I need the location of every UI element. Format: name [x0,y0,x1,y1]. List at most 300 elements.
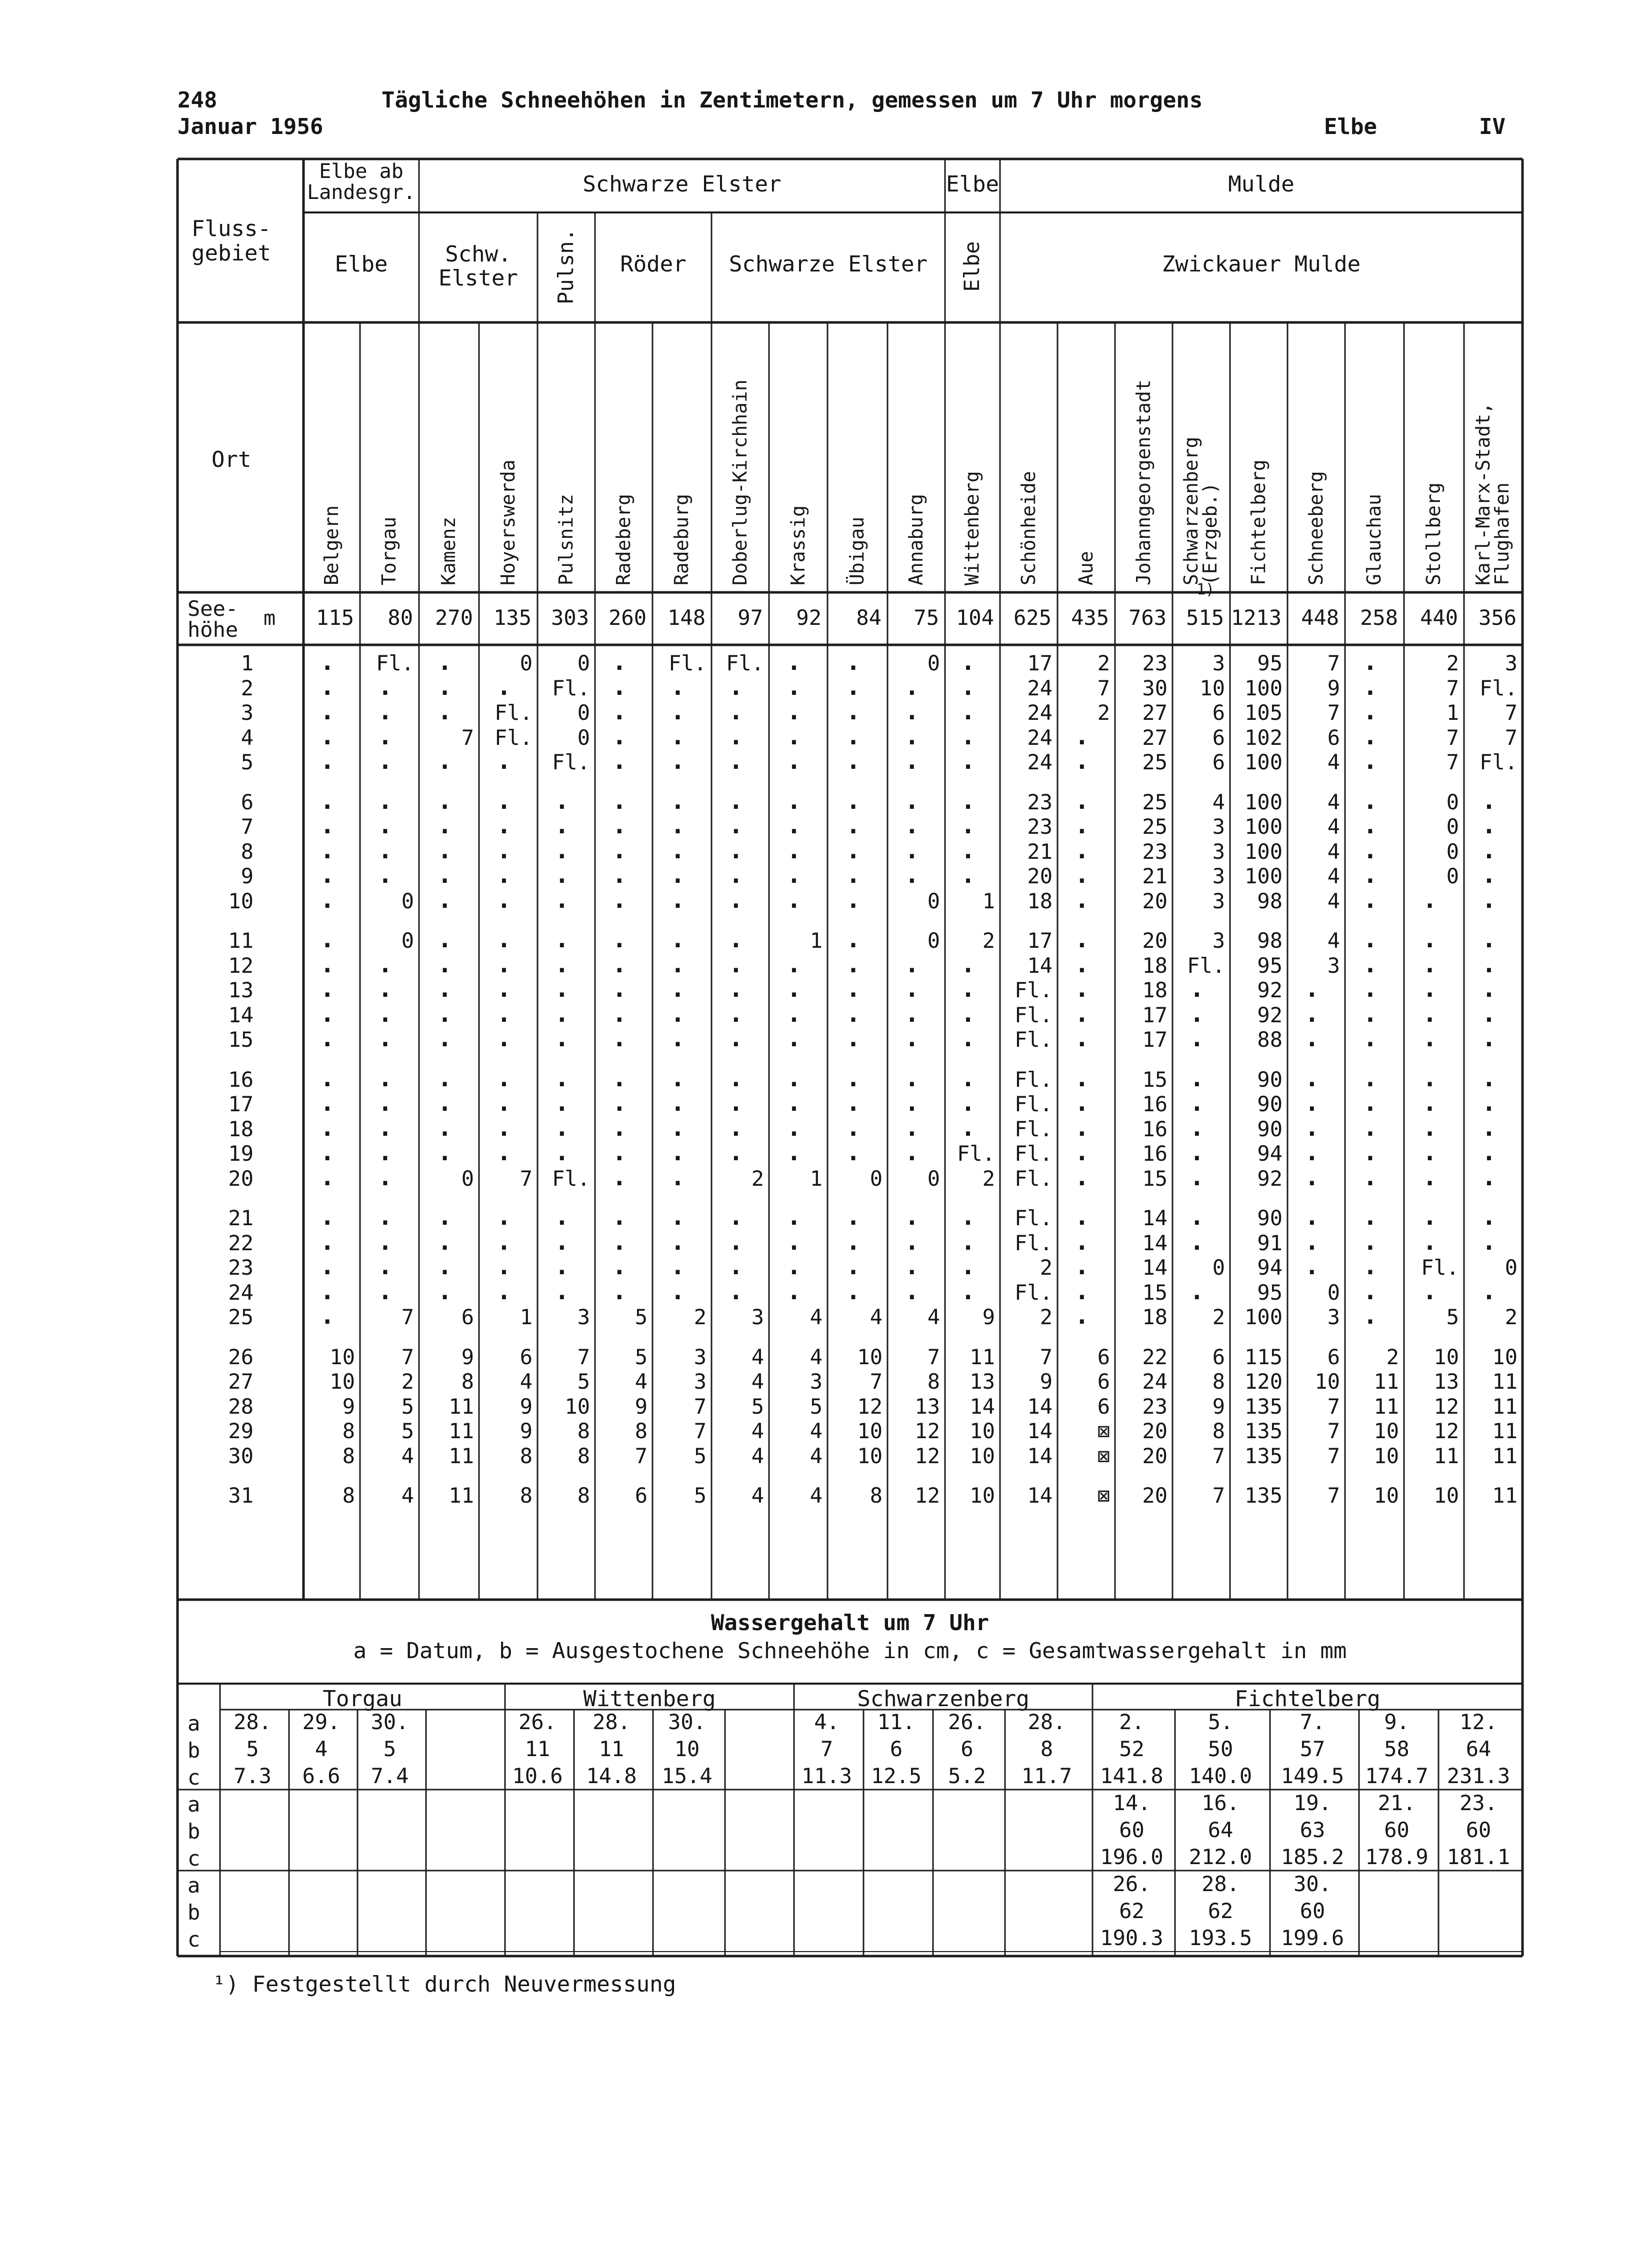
cell-day4-col14: 27 [1142,725,1168,750]
cell-day11-col0: . [320,925,335,953]
cell-day27-col9: 7 [870,1369,882,1394]
cell-day14-col2: . [438,999,452,1028]
cell-day7-col0: . [320,811,335,839]
cell-day19-col15: . [1190,1138,1204,1166]
cell-day26-col16: 115 [1244,1344,1282,1369]
cell-day21-col14: 14 [1142,1206,1168,1230]
day-label-30: 30 [228,1443,254,1468]
cell-day24-col17: 0 [1327,1280,1340,1305]
cell-day18-col1: . [378,1113,392,1142]
cell-day28-col3: 9 [520,1394,532,1419]
cell-day29-col8: 4 [810,1419,822,1443]
cell-day13-col3: . [496,975,512,1003]
cell-day12-col6: . [670,950,685,978]
cell-day22-col3: . [496,1227,512,1256]
cell-day23-col14: 14 [1142,1255,1168,1280]
water-legend: a = Datum, b = Ausgestochene Schneehöhe in cm, c = Gesamtwassergehalt in mm [353,1638,1347,1664]
cell-day20-col3: 7 [520,1166,532,1191]
cell-day15-col7: . [728,1024,744,1052]
cell-day27-col20: 11 [1492,1369,1518,1394]
cell-day10-col11: 1 [982,888,995,913]
cell-day30-col1: 4 [401,1443,414,1468]
cell-day20-col5: . [612,1163,627,1191]
cell-day8-col16: 100 [1244,839,1282,864]
cell-day4-col10: . [904,722,920,750]
cell-day3-col2: . [438,697,452,725]
cell-day19-col7: . [728,1138,744,1166]
cell-day1-col15: 3 [1212,651,1225,675]
station-name-15: Schwarzenberg (Erzgeb.) [1180,436,1221,585]
cell-day3-col1: . [378,697,392,725]
cell-day23-col16: 94 [1257,1255,1282,1280]
cell-day29-col20: 11 [1492,1419,1518,1443]
footnote: ¹) Festgestellt durch Neuvermessung [212,1972,676,1997]
cell-day31-col7: 4 [751,1483,764,1508]
cell-day10-col20: . [1482,885,1496,914]
cell-day25-col0: . [320,1302,335,1330]
cell-day8-col19: 0 [1446,839,1459,864]
elevation-12: 625 [1014,605,1052,630]
cell-day31-col4: 8 [577,1483,590,1508]
cell-day11-col11: 2 [982,928,995,953]
water-cell-r2-c10: 5.2 [948,1764,986,1788]
cell-day16-col2: . [438,1064,452,1092]
cell-day11-col4: . [554,925,570,953]
cell-day20-col7: 2 [751,1166,764,1191]
cell-day13-col19: . [1422,975,1437,1003]
cell-day28-col2: 11 [448,1394,474,1419]
cell-day19-col1: . [378,1138,392,1166]
cell-day7-col3: . [496,811,512,839]
cell-day29-col16: 135 [1244,1419,1282,1443]
cell-day17-col13: . [1074,1089,1090,1117]
water-station-2: Schwarzenberg [857,1686,1030,1712]
cell-day10-col1: 0 [401,888,414,913]
cell-day17-col17: . [1304,1089,1320,1117]
day-label-4: 4 [240,725,254,750]
cell-day20-col9: 0 [870,1166,882,1191]
cell-day13-col15: . [1190,975,1204,1003]
cell-day29-col4: 8 [577,1419,590,1443]
cell-day26-col8: 4 [810,1344,822,1369]
cell-day3-col17: 7 [1327,700,1340,725]
cell-day27-col2: 8 [461,1369,474,1394]
cell-day11-col7: . [728,925,744,953]
cell-day6-col12: 23 [1027,789,1052,814]
cell-day18-col15: . [1190,1113,1204,1142]
water-cell-r2-c6: 15.4 [662,1764,712,1788]
cell-day6-col1: . [378,786,392,815]
cell-day13-col0: . [320,975,335,1003]
cell-day30-col3: 8 [520,1443,532,1468]
cell-day20-col18: . [1362,1163,1378,1191]
water-cell-r4-c16: 60 [1466,1818,1492,1842]
water-cell-r5-c13: 212.0 [1188,1845,1252,1869]
cell-day24-col3: . [496,1277,512,1305]
cell-day1-col6: Fl. [668,651,706,675]
cell-day7-col2: . [438,811,452,839]
cell-day22-col5: . [612,1227,627,1256]
cell-day26-col17: 6 [1327,1344,1340,1369]
cell-day25-col3: 1 [520,1305,532,1329]
cell-day7-col14: 25 [1142,814,1168,839]
cell-day22-col13: . [1074,1227,1090,1256]
station-name-17: Schneeberg [1304,471,1327,585]
cell-day22-col6: . [670,1227,685,1256]
station-name-6: Radeburg [670,493,692,585]
cell-day30-col8: 4 [810,1443,822,1468]
cell-day31-col20: 11 [1492,1483,1518,1508]
cell-day2-col11: . [960,672,976,701]
cell-day10-col6: . [670,885,685,914]
cell-day27-col10: 8 [927,1369,940,1394]
water-cell-r0-c2: 30. [370,1710,409,1734]
cell-day16-col11: . [960,1064,976,1092]
cell-day13-col2: . [438,975,452,1003]
water-cell-r1-c11: 8 [1040,1737,1054,1761]
cell-day5-col2: . [438,747,452,775]
month-label: Januar 1956 [178,114,324,139]
cell-day3-col12: 24 [1027,700,1052,725]
cell-day2-col12: 24 [1027,675,1052,700]
cell-day5-col17: 4 [1327,750,1340,774]
cell-day20-col0: . [320,1163,335,1191]
cell-day28-col17: 7 [1327,1394,1340,1419]
cell-day30-col17: 7 [1327,1443,1340,1468]
cell-day25-col12: 2 [1040,1305,1052,1329]
cell-day23-col17: . [1304,1252,1320,1280]
cell-day20-col16: 92 [1257,1166,1282,1191]
cell-day27-col3: 4 [520,1369,532,1394]
water-cell-r6-c12: 26. [1112,1872,1151,1896]
cell-day14-col10: . [904,999,920,1028]
day-label-20: 20 [228,1166,254,1191]
water-cell-r5-c12: 196.0 [1100,1845,1164,1869]
cell-day9-col6: . [670,861,685,889]
water-cell-r0-c10: 26. [948,1710,986,1734]
cell-day27-col16: 120 [1244,1369,1282,1394]
cell-day31-col0: 8 [342,1483,355,1508]
cell-day30-col2: 11 [448,1443,474,1468]
cell-day14-col4: . [554,999,570,1028]
cell-day3-col18: . [1362,697,1378,725]
day-label-17: 17 [228,1092,254,1116]
cell-day19-col14: 16 [1142,1141,1168,1166]
cell-day4-col2: 7 [461,725,474,750]
cell-day31-col1: 4 [401,1483,414,1508]
water-cell-r1-c9: 6 [890,1737,903,1761]
cell-day9-col0: . [320,861,335,889]
water-key-2: c [188,1765,200,1790]
cell-day3-col11: . [960,697,976,725]
cell-day6-col4: . [554,786,570,815]
cell-day24-col15: . [1190,1277,1204,1305]
cell-day14-col18: . [1362,999,1378,1028]
cell-day3-col0: . [320,697,335,725]
water-cell-r8-c12: 190.3 [1100,1926,1164,1950]
day-label-31: 31 [228,1483,254,1508]
cell-day19-col10: . [904,1138,920,1166]
water-station-3: Fichtelberg [1234,1686,1380,1712]
cell-day15-col13: . [1074,1024,1090,1052]
cell-day26-col2: 9 [461,1344,474,1369]
cell-day21-col0: . [320,1203,335,1231]
cell-day21-col15: . [1190,1203,1204,1231]
day-label-5: 5 [240,750,254,774]
cell-day13-col7: . [728,975,744,1003]
water-key-6: a [188,1873,200,1898]
cell-day15-col2: . [438,1024,452,1052]
cell-day8-col20: . [1482,836,1496,864]
cell-day6-col9: . [846,786,860,815]
cell-day19-col3: . [496,1138,512,1166]
water-cell-r2-c13: 140.0 [1188,1764,1252,1788]
cell-day23-col15: 0 [1212,1255,1225,1280]
water-cell-r2-c16: 231.3 [1446,1764,1510,1788]
cell-day7-col1: . [378,811,392,839]
water-cell-r7-c14: 60 [1300,1899,1326,1923]
cell-day22-col9: . [846,1227,860,1256]
cell-day6-col20: . [1482,786,1496,815]
cell-day28-col4: 10 [564,1394,590,1419]
cell-day23-col7: . [728,1252,744,1280]
cell-day17-col14: 16 [1142,1092,1168,1116]
cell-day4-col6: . [670,722,685,750]
cell-day7-col7: . [728,811,744,839]
cell-day30-col9: 10 [857,1443,882,1468]
cell-day15-col19: . [1422,1024,1437,1052]
cell-day5-col6: . [670,747,685,775]
group-header-0: Elbe ab Landesgr. [307,160,416,204]
cell-day12-col1: . [378,950,392,978]
cell-day16-col12: Fl. [1014,1067,1052,1092]
cell-day26-col12: 7 [1040,1344,1052,1369]
cell-day27-col14: 24 [1142,1369,1168,1394]
cell-day24-col16: 95 [1257,1280,1282,1305]
cell-day2-col16: 100 [1244,675,1282,700]
cell-day29-col18: 10 [1374,1419,1399,1443]
seehoehe-unit: m [264,607,276,630]
cell-day16-col7: . [728,1064,744,1092]
cell-day12-col13: . [1074,950,1090,978]
water-cell-r8-c14: 199.6 [1280,1926,1344,1950]
group-header-2: Elbe [946,171,999,197]
cell-day16-col6: . [670,1064,685,1092]
station-name-19: Stollberg [1422,482,1444,585]
cell-day5-col0: . [320,747,335,775]
cell-day1-col13: 2 [1097,651,1110,675]
water-cell-r2-c11: 11.7 [1021,1764,1072,1788]
cell-day14-col8: . [786,999,802,1028]
cell-day27-col7: 4 [751,1369,764,1394]
cell-day20-col6: . [670,1163,685,1191]
cell-day13-col6: . [670,975,685,1003]
cell-day27-col12: 9 [1040,1369,1052,1394]
cell-day1-col4: 0 [577,651,590,675]
cell-day23-col18: . [1362,1252,1378,1280]
cell-day24-col9: . [846,1277,860,1305]
cell-day17-col2: . [438,1089,452,1117]
cell-day2-col17: 9 [1327,675,1340,700]
cell-day14-col7: . [728,999,744,1028]
cell-day7-col13: . [1074,811,1090,839]
cell-day27-col19: 13 [1434,1369,1459,1394]
cell-day9-col18: . [1362,861,1378,889]
cell-day7-col16: 100 [1244,814,1282,839]
cell-day9-col1: . [378,861,392,889]
cell-day2-col7: . [728,672,744,701]
cell-day10-col10: 0 [927,888,940,913]
cell-day10-col8: . [786,885,802,914]
cell-day14-col9: . [846,999,860,1028]
water-cell-r0-c0: 28. [234,1710,272,1734]
cell-day7-col8: . [786,811,802,839]
cell-day1-col5: . [612,648,627,676]
cell-day8-col0: . [320,836,335,864]
cell-day10-col19: . [1422,885,1437,914]
cell-day14-col11: . [960,999,976,1028]
cell-day15-col18: . [1362,1024,1378,1052]
cell-day18-col17: . [1304,1113,1320,1142]
cell-day22-col11: . [960,1227,976,1256]
cell-day26-col7: 4 [751,1344,764,1369]
cell-day4-col8: . [786,722,802,750]
day-label-9: 9 [240,864,254,888]
cell-day22-col16: 91 [1257,1230,1282,1255]
seehoehe-label: See- höhe [188,596,238,642]
cell-day25-col19: 5 [1446,1305,1459,1329]
cell-day26-col9: 10 [857,1344,882,1369]
elevation-18: 258 [1360,605,1398,630]
cell-day12-col19: . [1422,950,1437,978]
cell-day24-col18: . [1362,1277,1378,1305]
elevation-2: 270 [435,605,473,630]
cell-day11-col12: 17 [1027,928,1052,953]
cell-day2-col20: Fl. [1480,675,1518,700]
cell-day1-col19: 2 [1446,651,1459,675]
cell-day26-col19: 10 [1434,1344,1459,1369]
cell-day23-col9: . [846,1252,860,1280]
cell-day30-col20: 11 [1492,1443,1518,1468]
cell-day13-col9: . [846,975,860,1003]
cell-day26-col20: 10 [1492,1344,1518,1369]
elevation-11: 104 [956,605,994,630]
cell-day1-col2: . [438,648,452,676]
cell-day18-col19: . [1422,1113,1437,1142]
cell-day21-col5: . [612,1203,627,1231]
cell-day11-col6: . [670,925,685,953]
cell-day30-col16: 135 [1244,1443,1282,1468]
cell-day26-col11: 11 [970,1344,995,1369]
cell-day17-col15: . [1190,1089,1204,1117]
water-cell-r3-c16: 23. [1460,1791,1498,1815]
cell-day23-col13: . [1074,1252,1090,1280]
cell-day4-col15: 6 [1212,725,1225,750]
cell-day11-col18: . [1362,925,1378,953]
cell-day19-col6: . [670,1138,685,1166]
cell-day12-col2: . [438,950,452,978]
cell-day10-col3: . [496,885,512,914]
cell-day5-col10: . [904,747,920,775]
water-cell-r6-c14: 30. [1294,1872,1332,1896]
cell-day25-col6: 2 [694,1305,706,1329]
water-cell-r1-c1: 4 [314,1737,328,1761]
cell-day21-col2: . [438,1203,452,1231]
cell-day5-col15: 6 [1212,750,1225,774]
cell-day18-col12: Fl. [1014,1116,1052,1141]
cell-day9-col4: . [554,861,570,889]
cell-day15-col16: 88 [1257,1027,1282,1052]
cell-day30-col15: 7 [1212,1443,1225,1468]
subgroup-header-2: Pulsn. [553,228,578,304]
cell-day29-col5: 8 [634,1419,648,1443]
cell-day7-col18: . [1362,811,1378,839]
cell-day19-col8: . [786,1138,802,1166]
cell-day16-col4: . [554,1064,570,1092]
cell-day31-col6: 5 [694,1483,706,1508]
cell-day12-col17: 3 [1327,953,1340,978]
water-cell-r3-c15: 21. [1378,1791,1416,1815]
cell-day24-col12: Fl. [1014,1280,1052,1305]
water-key-7: b [188,1900,200,1925]
page-number: 248 [178,87,218,113]
cell-day12-col3: . [496,950,512,978]
water-cell-r0-c9: 11. [877,1710,916,1734]
cell-day14-col19: . [1422,999,1437,1028]
cell-day6-col5: . [612,786,627,815]
cell-day15-col14: 17 [1142,1027,1168,1052]
day-label-24: 24 [228,1280,254,1305]
cell-day5-col9: . [846,747,860,775]
cell-day2-col4: Fl. [552,675,590,700]
cell-day6-col0: . [320,786,335,815]
cell-day10-col0: . [320,885,335,914]
cell-day20-col15: . [1190,1163,1204,1191]
cell-day29-col1: 5 [401,1419,414,1443]
cell-day14-col0: . [320,999,335,1028]
cell-day4-col5: . [612,722,627,750]
cell-day18-col18: . [1362,1113,1378,1142]
cell-day18-col20: . [1482,1113,1496,1142]
cell-day23-col3: . [496,1252,512,1280]
cell-day24-col8: . [786,1277,802,1305]
elevation-8: 92 [796,605,822,630]
cell-day14-col6: . [670,999,685,1028]
cell-day4-col19: 7 [1446,725,1459,750]
cell-day14-col16: 92 [1257,1002,1282,1027]
cell-day10-col2: . [438,885,452,914]
station-name-5: Radeberg [612,493,634,585]
cell-day18-col7: . [728,1113,744,1142]
cell-day11-col8: 1 [810,928,822,953]
elevation-7: 97 [738,605,763,630]
cell-day26-col13: 6 [1097,1344,1110,1369]
cell-day25-col2: 6 [461,1305,474,1329]
cell-day30-col11: 10 [970,1443,995,1468]
cell-day6-col11: . [960,786,976,815]
cell-day3-col20: 7 [1504,700,1518,725]
cell-day22-col15: . [1190,1227,1204,1256]
water-cell-r5-c14: 185.2 [1280,1845,1344,1869]
cell-day20-col14: 15 [1142,1166,1168,1191]
cell-day18-col14: 16 [1142,1116,1168,1141]
water-cell-r6-c13: 28. [1202,1872,1240,1896]
cell-day27-col8: 3 [810,1369,822,1394]
cell-day24-col4: . [554,1277,570,1305]
cell-day3-col6: . [670,697,685,725]
elevation-0: 115 [316,605,354,630]
cell-day21-col13: . [1074,1203,1090,1231]
